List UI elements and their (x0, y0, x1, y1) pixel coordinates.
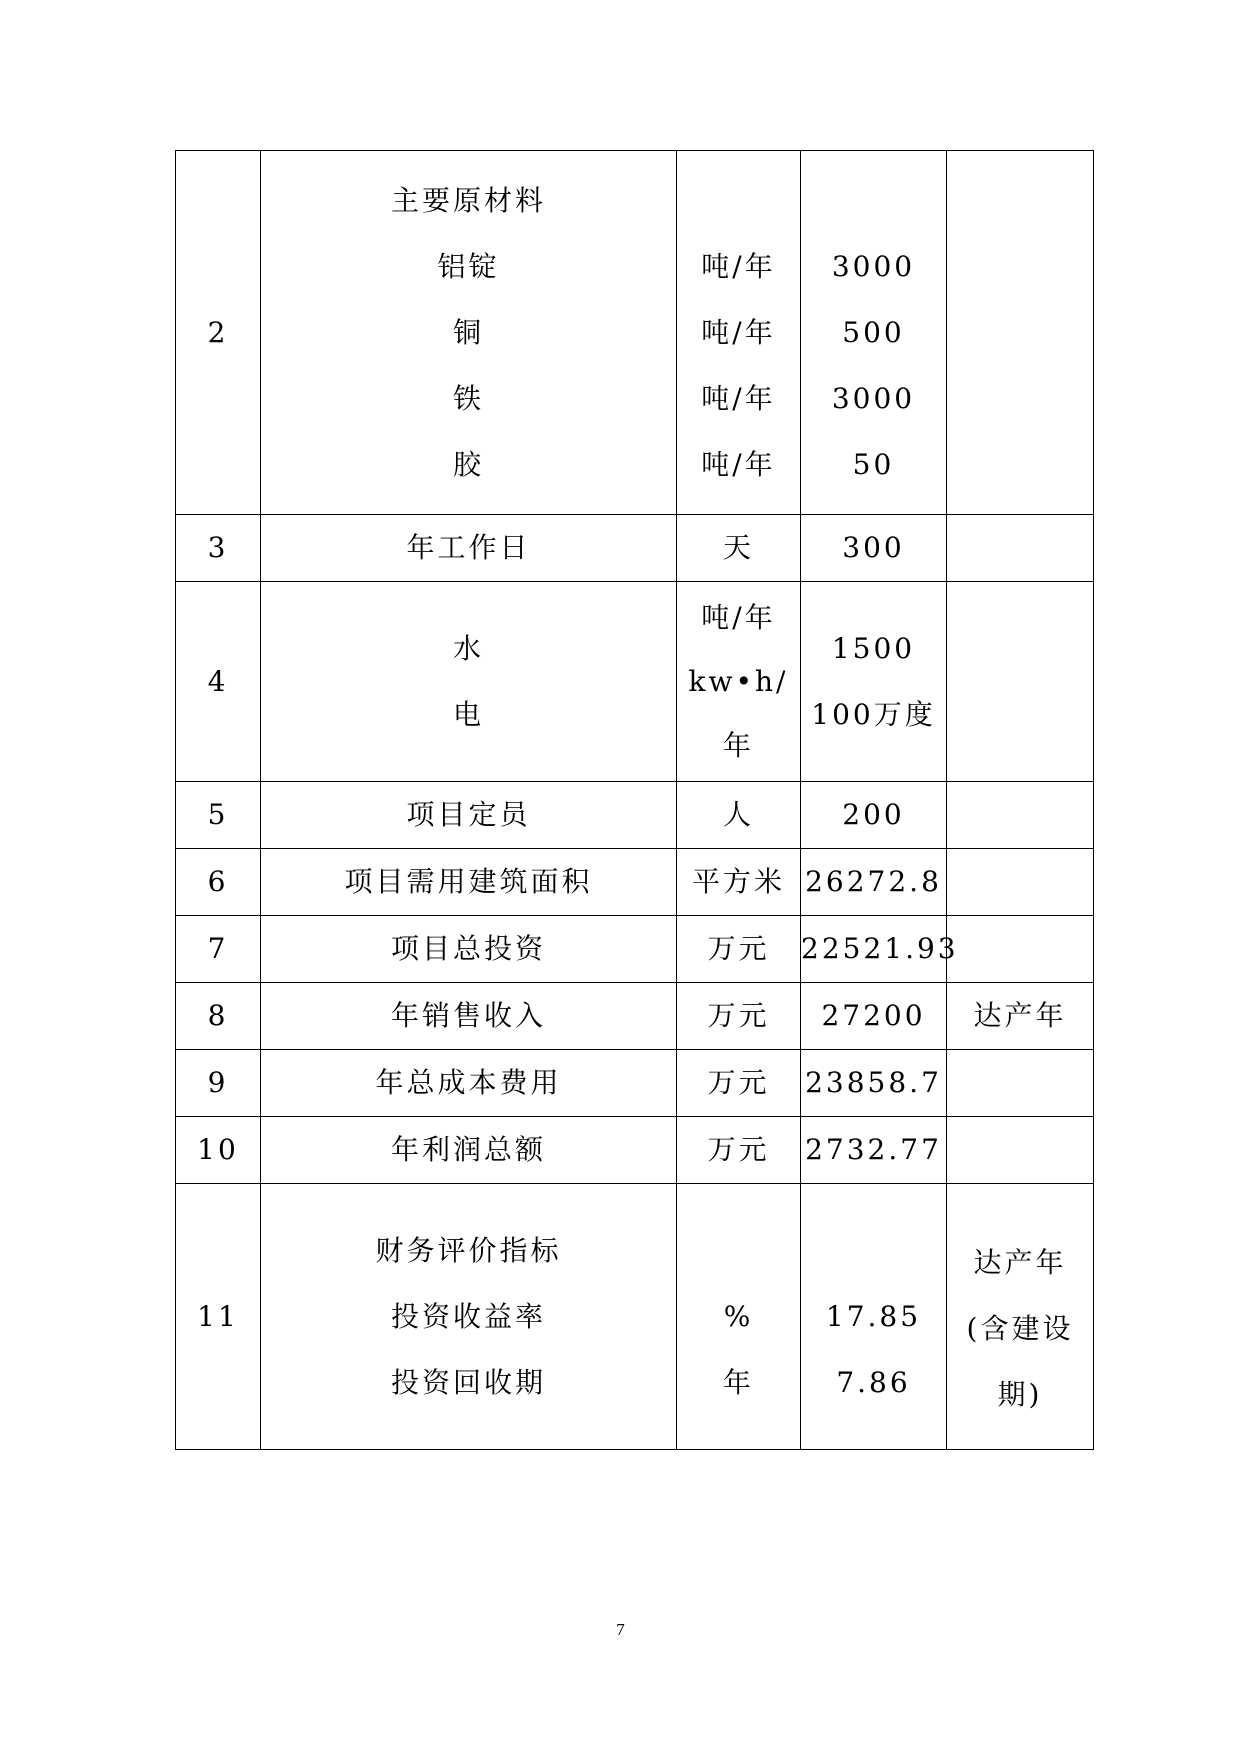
row-number: 8 (176, 983, 261, 1050)
item-cell: 项目定员 (261, 782, 677, 849)
note-cell (947, 1184, 1094, 1450)
unit-cell (677, 151, 801, 515)
value-line: 7.86 (836, 1365, 911, 1399)
unit-line: kw•h/ (688, 664, 789, 698)
note-line: 达产年 (973, 1245, 1067, 1279)
table-row (176, 1050, 1094, 1117)
item-cell: 年工作日 (261, 515, 677, 582)
unit-line (677, 1218, 800, 1284)
note-line: 期) (997, 1377, 1043, 1411)
table-row (176, 1184, 1094, 1450)
item-line: 铁 (452, 381, 484, 415)
value-line (801, 1218, 946, 1284)
row-number: 9 (176, 1050, 261, 1117)
value-cell (801, 1184, 947, 1450)
value-line: 500 (842, 315, 905, 349)
note-cell (947, 916, 1094, 983)
value-line: 100万度 (811, 697, 936, 731)
unit-line (677, 168, 800, 234)
item-line: 铝锭 (437, 249, 500, 283)
row-number: 3 (176, 515, 261, 582)
item-line: 财务评价指标 (375, 1233, 562, 1267)
table-row (176, 849, 1094, 916)
row-number: 11 (176, 1184, 261, 1450)
unit-line: 吨/年 (701, 249, 776, 283)
item-line: 铜 (452, 315, 484, 349)
unit-cell: 万元 (677, 1050, 801, 1117)
note-line: (含建设 (966, 1311, 1074, 1345)
note-cell (947, 849, 1094, 916)
table-row (176, 151, 1094, 515)
value-line: 3000 (831, 249, 916, 283)
table-row (176, 1117, 1094, 1184)
unit-line: 吨/年 (701, 600, 776, 634)
value-line: 1500 (831, 631, 916, 665)
unit-cell: 万元 (677, 916, 801, 983)
page-number: 7 (616, 1620, 625, 1639)
row-number: 2 (176, 151, 261, 515)
value-cell: 22521.93 (801, 916, 947, 983)
table-row (176, 582, 1094, 782)
value-cell (801, 151, 947, 515)
value-line: 3000 (831, 381, 916, 415)
note-cell (947, 1050, 1094, 1117)
unit-cell: 天 (677, 515, 801, 582)
unit-line: 年 (722, 728, 754, 762)
unit-cell: 人 (677, 782, 801, 849)
unit-line: 吨/年 (701, 381, 776, 415)
item-cell (261, 151, 677, 515)
unit-line: 吨/年 (701, 447, 776, 481)
item-line: 胶 (452, 447, 484, 481)
item-cell: 项目总投资 (261, 916, 677, 983)
unit-cell (677, 582, 801, 782)
table-row (176, 782, 1094, 849)
note-cell (947, 782, 1094, 849)
summary-table (175, 150, 1094, 1450)
row-number: 4 (176, 582, 261, 782)
note-cell: 达产年 (947, 983, 1094, 1050)
value-line: 17.85 (825, 1299, 922, 1333)
unit-cell: 万元 (677, 1117, 801, 1184)
note-cell (947, 582, 1094, 782)
item-line: 投资收益率 (390, 1299, 546, 1333)
table-row (176, 983, 1094, 1050)
row-number: 10 (176, 1117, 261, 1184)
value-cell: 2732.77 (801, 1117, 947, 1184)
unit-cell: 平方米 (677, 849, 801, 916)
value-cell (801, 582, 947, 782)
unit-line: 年 (722, 1365, 754, 1399)
value-cell: 200 (801, 782, 947, 849)
note-cell (947, 515, 1094, 582)
item-line: 投资回收期 (390, 1365, 546, 1399)
unit-cell (677, 1184, 801, 1450)
unit-line: 吨/年 (701, 315, 776, 349)
row-number: 6 (176, 849, 261, 916)
unit-line: % (723, 1299, 754, 1333)
value-cell: 300 (801, 515, 947, 582)
item-cell: 年销售收入 (261, 983, 677, 1050)
value-cell: 23858.7 (801, 1050, 947, 1117)
item-cell: 年总成本费用 (261, 1050, 677, 1117)
item-cell (261, 1184, 677, 1450)
item-cell: 年利润总额 (261, 1117, 677, 1184)
note-cell (947, 1117, 1094, 1184)
value-line (801, 168, 946, 234)
value-cell: 27200 (801, 983, 947, 1050)
item-cell (261, 582, 677, 782)
note-cell (947, 151, 1094, 515)
table-row (176, 515, 1094, 582)
item-line: 主要原材料 (390, 183, 546, 217)
item-cell: 项目需用建筑面积 (261, 849, 677, 916)
item-line: 水 (452, 631, 484, 665)
row-number: 5 (176, 782, 261, 849)
value-cell: 26272.8 (801, 849, 947, 916)
row-number: 7 (176, 916, 261, 983)
table-row (176, 916, 1094, 983)
value-line: 50 (852, 447, 895, 481)
unit-cell: 万元 (677, 983, 801, 1050)
item-line: 电 (452, 697, 484, 731)
